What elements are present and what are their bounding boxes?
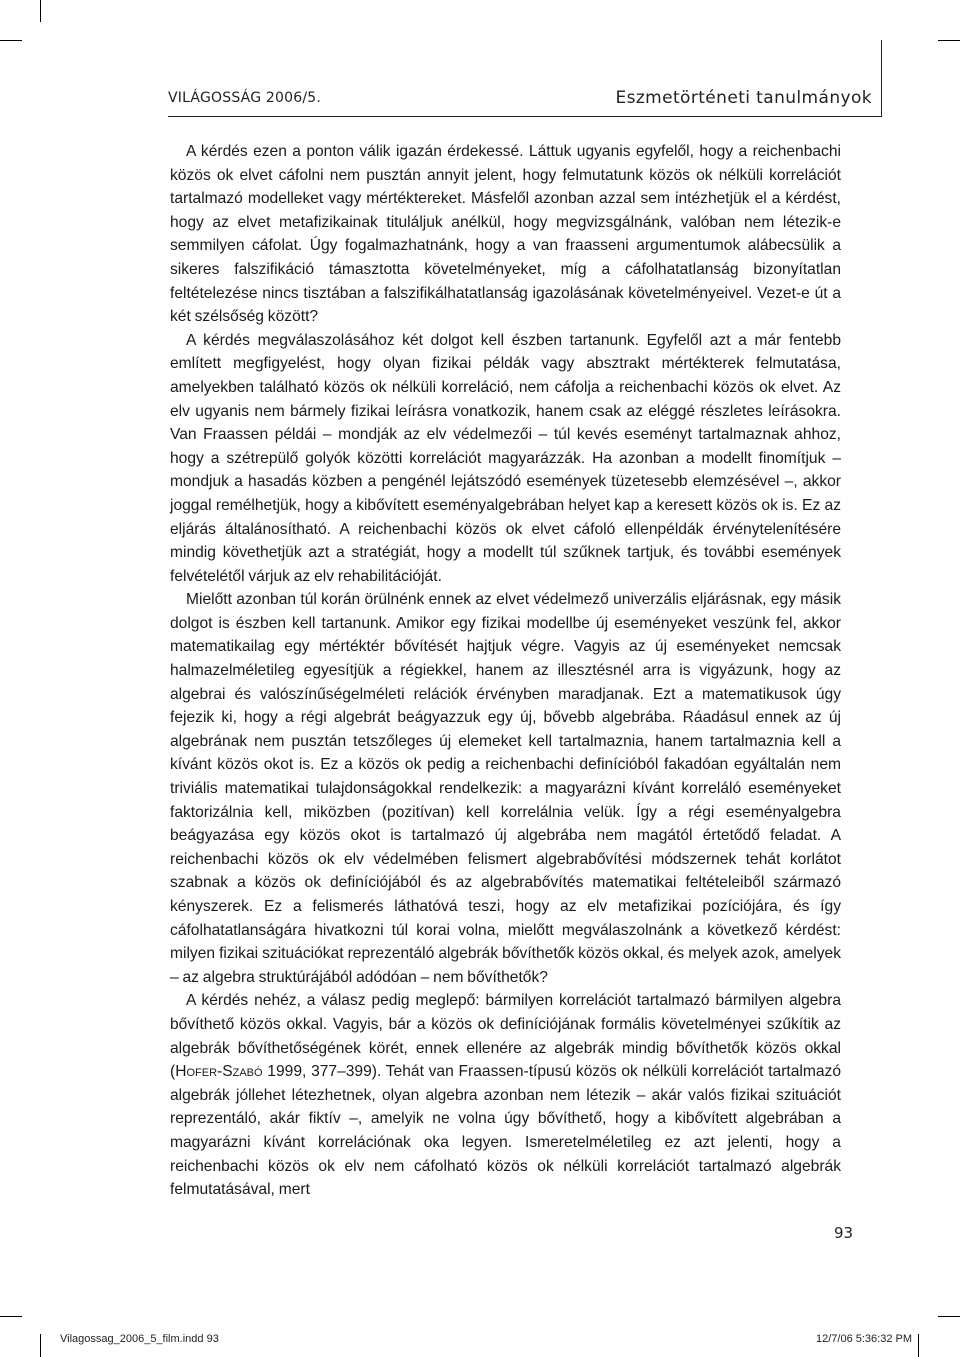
print-slug-file: Vilagossag_2006_5_film.indd 93 — [60, 1333, 219, 1345]
header-rule — [168, 116, 882, 117]
paragraph — [170, 989, 841, 1201]
journal-issue: VILÁGOSSÁG 2006/5. — [168, 90, 321, 106]
crop-mark — [918, 1334, 919, 1357]
paragraph-text: A kérdés nehéz, a válasz pedig meglepő: bármilyen korrelációt tartalmazó bármilyen algebra bővíthető közös okkal. Vagyis, bár a közös ok definíciójának formális követelményei szűkítik az algebrák bővíthetőségének körét, ennek ellenére az algebrák mindig bővíthetők közös okkal ( — [170, 992, 841, 1081]
crop-mark — [938, 40, 960, 41]
paragraph: A kérdés megválaszolásához két dolgot kell észben tartanunk. Egyfelől azt a már fentebb említett megfigyelést, hogy olyan fizikai példák vagy absztrakt mértékterek felmutatása, amelyekben található közös ok nélküli korreláció, nem cáfolja a reichenbachi közös ok elvet. Az elv ugyanis nem bármely fizikai leírásra vonatkozik, hanem csak az eléggé részletes leírásokra. Van Fraassen példái – mondják az elv védelmezői – túl kevés eseményt tartalmaznak ahhoz, hogy a szétrepülő golyók közötti korrelációt magyarázzák. Ha azonban a modellt finomítjuk – mondjuk a hasadás közben a pengénél lejátszódó események tüzetesebb elemzésével –, akkor joggal remélhetjük, hogy a kibővített eseményalgebrában helyet kap a keresett közös ok is. Ez az eljárás általánosítható. A reichenbachi közös ok elvet cáfoló ellenpéldák érvénytelenítésére mindig követhetjük azt a stratégiát, hogy a modellt túl szűknek tartjuk, és további események felvételétől várjuk az elv rehabilitációját. — [170, 331, 841, 585]
crop-mark — [0, 1316, 22, 1317]
paragraph-text: 1999, 377–399). Tehát van Fraassen-típusú közös ok nélküli korrelációt tartalmazó algebrák jóllehet létezhetnek, olyan algebra azonban nem létezik – akár valós fizikai szituációt reprezentáló, akár fiktív –, amelyik ne volna úgy bővíthető, hogy a kibővített algebrában a magyarázni kívánt korrelációnak oka legyen. Ismeretelméletileg ez azt jelenti, hogy a reichenbachi közös ok elv nem cáfolható közös ok nélküli korrelációt tartalmazó algebrák felmutatásával, mert — [170, 1063, 841, 1199]
crop-mark — [40, 1334, 41, 1357]
page-number: 93 — [834, 1224, 854, 1242]
crop-mark — [938, 1316, 960, 1317]
citation-author: Hofer-Szabó — [175, 1063, 263, 1081]
body-text — [170, 140, 841, 1202]
crop-mark — [40, 0, 41, 22]
print-slug-timestamp: 12/7/06 5:36:32 PM — [815, 1333, 912, 1345]
crop-mark — [0, 40, 22, 41]
paragraph: A kérdés ezen a ponton válik igazán érdekessé. Láttuk ugyanis egyfelől, hogy a reichenbachi közös ok elvet cáfolni nem pusztán annyit jelent, hogy felmutatunk közös ok nélküli korrelációt tartalmazó modelleket vagy mértéktereket. Másfelől azonban azzal sem intézhetjük el a kérdést, hogy az elvet metafizikainak tituláljuk anélkül, hogy megvizsgálnánk, valóban nem létezik-e semmilyen cáfolat. Úgy fogalmazhatnánk, hogy a van fraasseni argumentumok alábecsülik a sikeres falszifikáció támasztotta követelményeket, míg a cáfolhatatlanság bizonyítatlan feltételezése nincs tisztában a falszifikálhatatlanság igazolásának követelményeivel. Vezet-e út a két szélsőség között? — [170, 143, 841, 326]
section-title: Eszmetörténeti tanulmányok — [615, 88, 872, 108]
header-vertical-rule — [881, 40, 882, 117]
paragraph: Mielőtt azonban túl korán örülnénk ennek az elvet védelmező univerzális eljárásnak, egy másik dolgot is észben kell tartanunk. Amikor egy fizikai modellbe új eseményeket veszünk fel, akkor matematikailag egy mértéktér bővítését hajtjuk végre. Vagyis az új eseményeket nemcsak halmazelméletileg egyesítjük a régiekkel, hanem az illesztésnél arra is vigyázunk, hogy az algebrai és valószínűségelméleti relációk érvényben maradjanak. Ezt a matematikusok úgy fejezik ki, hogy a régi algebrát beágyazzuk egy új, bővebb algebrába. Ráadásul ennek az új algebrának nem pusztán tetszőleges új elemeket kell tartalmaznia, hanem tartalmaznia kell a kívánt közös okot is. Ez a közös ok pedig a reichenbachi definícióból fakadóan egyáltalán nem triviális matematikai tulajdonságokkal rendelkezik: a magyarázni kívánt korreláló eseményeket faktorizálnia kell, miközben (pozitívan) kell korrelálnia velük. Így a régi eseményalgebra beágyazása egy közös okot is tartalmazó új algebrába nem magától értetődő feladat. A reichenbachi közös ok elv védelmében felismert algebrabővítési módszernek tehát korlátot szabnak a közös ok definíciójából és az algebrabővítés matematikai feltételeiből származó kényszerek. Ez a felismerés láthatóvá teszi, hogy az elv metafizikai pozíciójára, és így cáfolhatatlanságára hivatkozni túl korai volna, mielőtt megválaszolnánk a következő kérdést: milyen fizikai szituációkat reprezentáló algebrák bővíthetők közös okkal, és melyek azok, amelyek – az algebra struktúrájából adódóan – nem bővíthetők? — [170, 591, 841, 986]
